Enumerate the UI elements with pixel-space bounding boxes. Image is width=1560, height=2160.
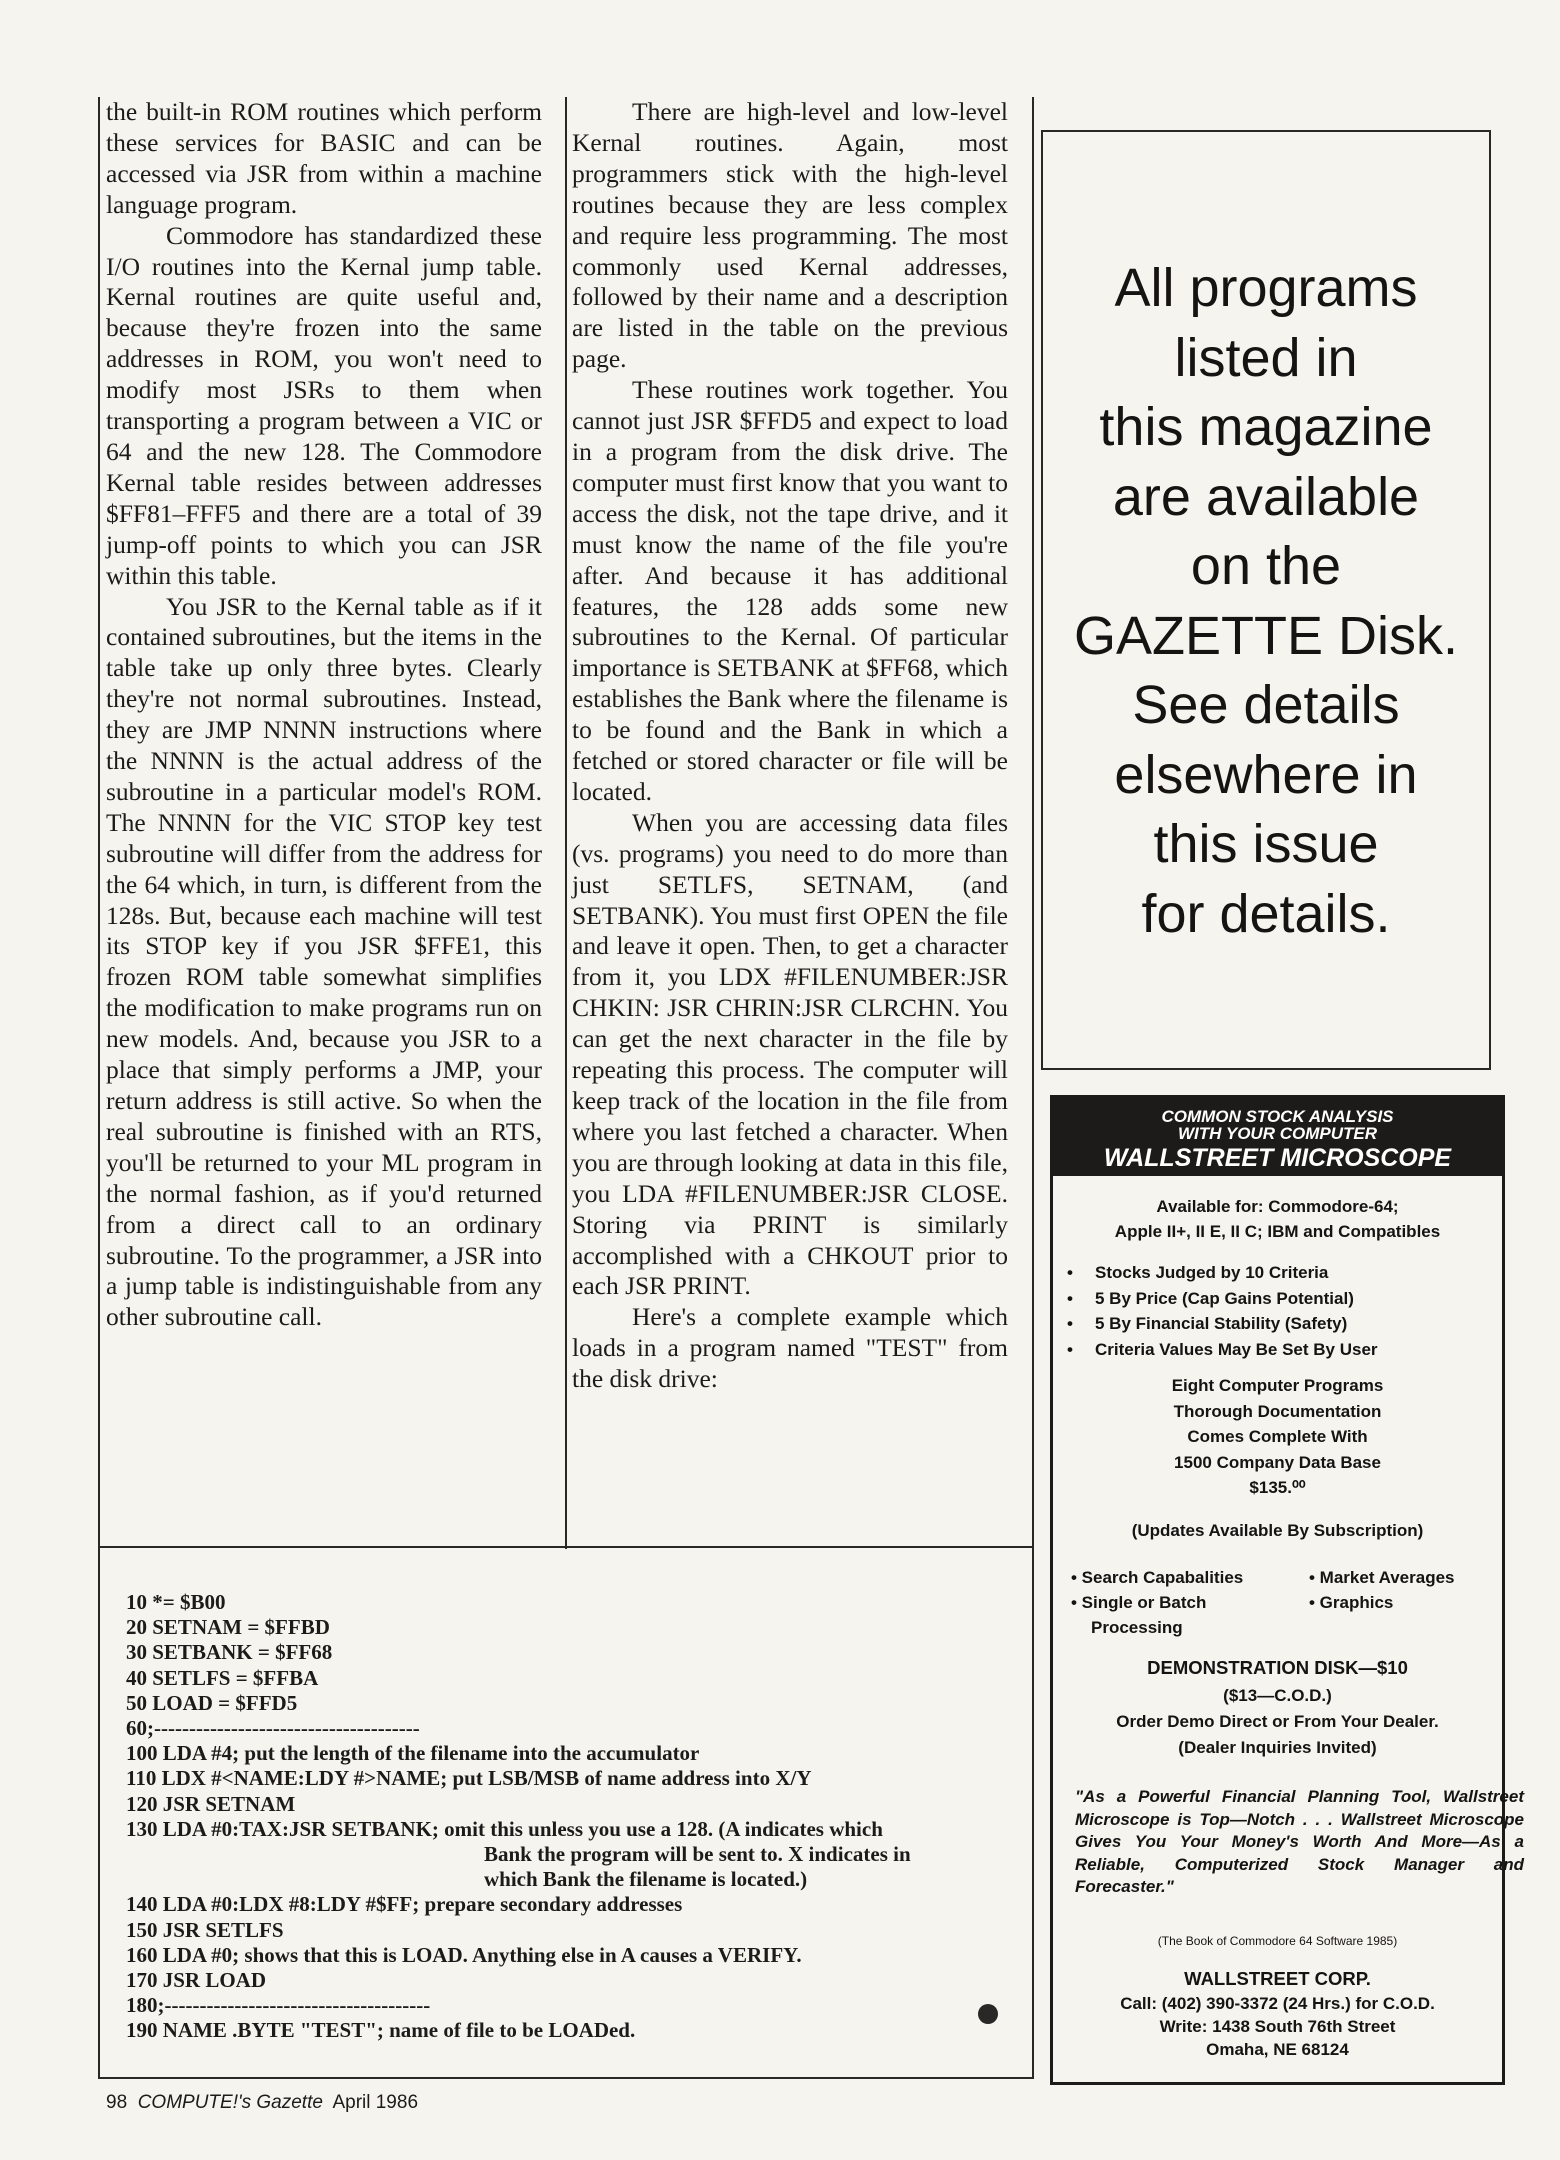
listing-line: 130 LDA #0:TAX:JSR SETBANK; omit this unless you use a 128. (A indicates which xyxy=(126,1816,883,1841)
phone-line: Call: (402) 390-3372 (24 Hrs.) for C.O.D. xyxy=(1120,1994,1435,2013)
promo-line: elsewhere in xyxy=(1114,744,1418,805)
listing-line: 20 SETNAM = $FFBD xyxy=(126,1615,330,1640)
ad-availability xyxy=(1053,1194,1502,1244)
promo-line: listed in xyxy=(1174,327,1358,388)
cod-price: ($13—C.O.D.) xyxy=(1223,1686,1332,1705)
option-item: • Search Capabalities xyxy=(1071,1568,1244,1587)
option-item-continuation: Processing xyxy=(1091,1618,1183,1637)
city-line: Omaha, NE 68124 xyxy=(1206,2040,1349,2059)
ad-company-contact xyxy=(1053,1966,1502,2061)
listing-line: 60;-------------------------------------- xyxy=(126,1716,420,1741)
paragraph: These routines work together. You cannot just JSR $FFD5 and expect to load in a program from the disk drive. The computer must first know that you want to access the disk, not the tape drive, and it must know the name of the file you're after. And because it has additional features, the 128 adds some new subroutines to the Kernal. Of particular importance is SETBANK at $FF68, which establishes the Bank where the filename is to be found and the Bank in which a fetched or stored character or file will be located. xyxy=(572,375,1008,806)
option-item: • Graphics xyxy=(1309,1593,1394,1612)
detail-line: 1500 Company Data Base xyxy=(1174,1452,1381,1472)
bullet-item: • Stocks Judged by 10 Criteria xyxy=(1067,1260,1502,1286)
paragraph: There are high-level and low-level Kernal routines. Again, most programmers stick with the high-level routines because they are less complex and require less programming. The most commonly used Kernal addresses, followed by their name and a description are listed in the table on the previous page. xyxy=(572,97,1008,374)
ad-quote-source: (The Book of Commodore 64 Software 1985) xyxy=(1157,1934,1398,1948)
ad-feature-bullets xyxy=(1053,1260,1502,1362)
ad-options xyxy=(1071,1565,1491,1640)
promo-line: this magazine xyxy=(1099,397,1433,457)
column-rule-middle xyxy=(565,97,567,1549)
ad-header xyxy=(1053,1098,1502,1176)
paragraph: Commodore has standardized these I/O routines into the Kernal jump table. Kernal routines are quite useful and, because they're frozen into the same addresses in ROM, you won't need to modify most JSRs to them when transporting a program between a VIC or 64 and the new 128. The Commodore Kernal table resides between addresses $FF81–FFF5 and there are a total of 39 jump-off points to which you can JSR within this table. xyxy=(106,220,542,590)
program-listing xyxy=(126,1590,1026,2044)
column-rule-left xyxy=(98,97,100,2079)
promo-line: See details xyxy=(1132,675,1400,735)
detail-line: Comes Complete With xyxy=(1187,1427,1368,1447)
listing-rule-top xyxy=(98,1546,1034,1548)
listing-line-continuation: which Bank the filename is located.) xyxy=(484,1867,808,1892)
promo-line: on the xyxy=(1190,536,1342,596)
bullet-item: • 5 By Price (Cap Gains Potential) xyxy=(1067,1286,1502,1312)
paragraph: Here's a complete example which loads in a program named "TEST" from the disk drive: xyxy=(572,1302,1008,1394)
ad-product-details xyxy=(1053,1373,1502,1501)
promo-line: GAZETTE Disk. xyxy=(1073,605,1458,666)
listing-line: 190 NAME .BYTE "TEST"; name of file to be LOADed. xyxy=(126,2018,636,2043)
bullet-item: • 5 By Financial Stability (Safety) xyxy=(1067,1311,1502,1337)
listing-line: 150 JSR SETLFS xyxy=(126,1917,284,1942)
option-item: • Single or Batch xyxy=(1071,1593,1207,1612)
ad-review-quote: "As a Powerful Financial Planning Tool, Wallstreet Microscope is Top—Notch . . . Wallstreet Microscope Gives You Your Money's Worth And More—As a Reliable, Computerized Stock Manager and Forecaster." xyxy=(1075,1787,1524,1897)
paragraph: the built-in ROM routines which perform these services for BASIC and can be accessed via JSR from within a machine language program. xyxy=(106,97,542,219)
ad-header-tagline: WITH YOUR COMPUTER xyxy=(1178,1124,1377,1143)
price: $135.⁰⁰ xyxy=(1249,1478,1306,1498)
listing-line: 160 LDA #0; shows that this is LOAD. Anything else in A causes a VERIFY. xyxy=(126,1942,802,1967)
listing-line: 110 LDX #<NAME:LDY #>NAME; put LSB/MSB of name address into X/Y xyxy=(126,1766,812,1791)
page-number: 98 xyxy=(106,2092,128,2113)
promo-text xyxy=(1043,254,1489,949)
column-rule-right xyxy=(1032,97,1034,2079)
paragraph: You JSR to the Kernal table as if it contained subroutines, but the items in the table take up only three bytes. Clearly they're not normal subroutines. Instead, they are JMP NNNN instructions where the NNNN is the actual address of the subroutine in a particular model's ROM. The NNNN for the VIC STOP key test subroutine will differ from the address for the 64 which, in turn, is different from the 128s. But, because each machine will test its STOP key if you JSR $FFE1, this frozen ROM table somewhat simplifies the modification to make programs run on new models. And, because you JSR to a place that simply performs a JMP, your return address is still active. So when the real subroutine is finished with an RTS, you'll be returned to your ML program in the normal fashion, as if you'd returned from a direct call to an ordinary subroutine. To the programmer, a JSR into a jump table is indistinguishable from any other subroutine call. xyxy=(106,591,542,1332)
promo-line: this issue xyxy=(1153,814,1379,874)
listing-line: 180;-------------------------------------- xyxy=(126,1993,431,2018)
listing-line: 120 JSR SETNAM xyxy=(126,1791,296,1816)
listing-line: 50 LOAD = $FFD5 xyxy=(126,1690,298,1715)
promo-line: for details. xyxy=(1141,883,1391,944)
dealer-line: (Dealer Inquiries Invited) xyxy=(1178,1738,1377,1757)
availability-line: Apple II+, II E, II C; IBM and Compatibles xyxy=(1114,1222,1441,1241)
article-column-2 xyxy=(572,97,1008,1395)
order-line: Order Demo Direct or From Your Dealer. xyxy=(1116,1712,1439,1731)
promo-line: are available xyxy=(1112,466,1420,527)
detail-line: Eight Computer Programs xyxy=(1171,1376,1384,1395)
listing-line: 100 LDA #4; put the length of the filename into the accumulator xyxy=(126,1741,700,1766)
listing-line: 40 SETLFS = $FFBA xyxy=(126,1665,319,1690)
listing-line: 30 SETBANK = $FF68 xyxy=(126,1640,333,1665)
magazine-name: COMPUTE!'s Gazette xyxy=(137,2092,323,2113)
page-footer xyxy=(106,2092,418,2114)
promo-line: All programs xyxy=(1114,258,1418,318)
ad-header-tagline: COMMON STOCK ANALYSIS xyxy=(1161,1107,1394,1126)
ad-demo-offer: DEMONSTRATION DISK—$10 xyxy=(1147,1657,1408,1678)
ad-header-title: WALLSTREET MICROSCOPE xyxy=(1103,1144,1452,1172)
option-item: • Market Averages xyxy=(1309,1568,1455,1587)
bullet-item: • Criteria Values May Be Set By User xyxy=(1067,1337,1502,1363)
listing-line: 140 LDA #0:LDX #8:LDY #$FF; prepare secondary addresses xyxy=(126,1892,683,1917)
listing-line: 10 *= $B00 xyxy=(126,1590,226,1614)
issue-date: April 1986 xyxy=(332,2092,419,2113)
listing-line: 170 JSR LOAD xyxy=(126,1968,267,1993)
paragraph: When you are accessing data files (vs. programs) you need to do more than just SETLFS, SETNAM, (and SETBANK). You must first OPEN the file and leave it open. Then, to get a character from it, you LDX #FILENUMBER:JSR CHKIN: JSR CHRIN:JSR CLRCHN. You can get the next character in the file by repeating this process. The computer will keep track of the location in the file from where you last fetched a character. When you are through looking at data in this file, you LDA #FILENUMBER:JSR CLOSE. Storing via PRINT is similarly accomplished with a CHKOUT prior to each JSR PRINT. xyxy=(572,807,1008,1301)
listing-rule-bottom xyxy=(98,2077,1034,2079)
listing-line-continuation: Bank the program will be sent to. X indicates in xyxy=(484,1842,911,1867)
wallstreet-microscope-ad xyxy=(1050,1095,1524,2085)
company-name: WALLSTREET CORP. xyxy=(1184,1968,1371,1989)
ad-ordering-info xyxy=(1053,1683,1502,1761)
ad-updates-note: (Updates Available By Subscription) xyxy=(1131,1521,1424,1540)
gazette-disk-promo-box xyxy=(1041,130,1491,1070)
availability-line: Available for: Commodore-64; xyxy=(1156,1197,1399,1216)
end-of-article-icon xyxy=(978,2004,998,2024)
address-line: Write: 1438 South 76th Street xyxy=(1159,2017,1396,2036)
article-column-1 xyxy=(106,97,542,1333)
detail-line: Thorough Documentation xyxy=(1173,1401,1382,1421)
